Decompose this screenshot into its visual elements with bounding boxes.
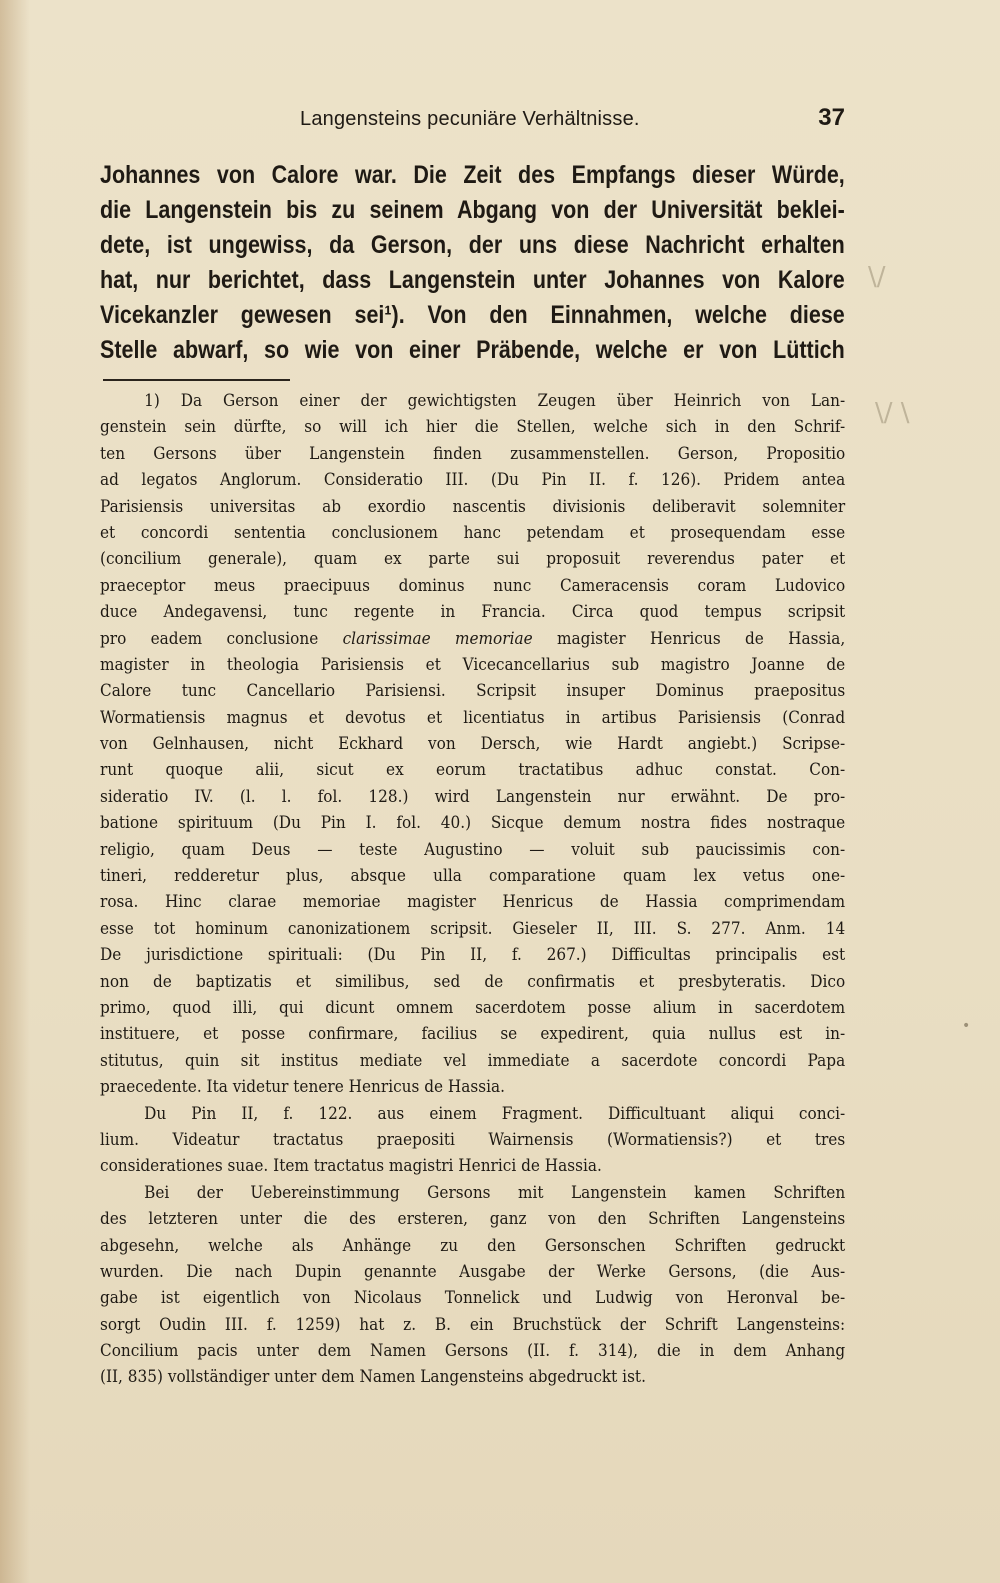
footnote-line: sorgt Oudin III. f. 1259) hat z. B. ein Bruchstück der Schrift Langensteins:: [100, 1314, 846, 1335]
footnote-line: primo, quod illi, qui dicunt omnem sacerdotem posse alium in sacerdotem: [100, 997, 846, 1018]
footnote-line: ten Gersons über Langenstein finden zusammenstellen. Gerson, Propositio: [100, 443, 846, 464]
body-line: Vicekanzler gewesen sei¹). Von den Einnahmen, welche diese: [100, 301, 845, 329]
body-line: Stelle abwarf, so wie von einer Präbende, welche er von Lüttich: [100, 336, 845, 364]
footnote-line: 1) Da Gerson einer der gewichtigsten Zeugen über Heinrich von Lan-: [144, 391, 846, 411]
footnote-line: wurden. Die nach Dupin genannte Ausgabe der Werke Gersons, (die Aus-: [100, 1261, 846, 1282]
body-line: Johannes von Calore war. Die Zeit des Empfangs dieser Würde,: [100, 161, 845, 189]
footnote-line: non de baptizatis et similibus, sed de confirmatis et presbyteratis. Dico: [100, 971, 846, 992]
footnote-line: stitutus, quin sit institus mediate vel immediate a sacerdote concordi Papa: [100, 1050, 846, 1071]
margin-dot-mark: •: [962, 1018, 971, 1034]
footnote-line: (II, 835) vollständiger unter dem Namen Langensteins abgedruckt ist.: [100, 1367, 646, 1388]
footnote-line: Du Pin II, f. 122. aus einem Fragment. Difficultuant aliqui conci-: [144, 1103, 846, 1124]
footnote-line: batione spirituum (Du Pin I. fol. 40.) Sicque demum nostra fides nostraque: [100, 813, 846, 834]
footnote-italic-phrase: clarissimae memoriae: [342, 628, 533, 649]
body-line: hat, nur berichtet, dass Langenstein unter Johannes von Kalore: [100, 266, 845, 294]
footnote-line: De jurisdictione spirituali: (Du Pin II, f. 267.) Difficultas principalis est: [100, 945, 846, 966]
running-head: Langensteins pecuniäre Verhältnisse.: [300, 108, 640, 130]
body-line: dete, ist ungewiss, da Gerson, der uns diese Nachricht erhalten: [100, 231, 845, 259]
footnote-line: duce Andegavensi, tunc regente in Francia. Circa quod tempus scripsit: [100, 602, 846, 623]
footnote-line: esse tot hominum canonizationem scripsit. Gieseler II, III. S. 277. Anm. 14: [100, 918, 846, 939]
footnote-line: tineri, redderetur plus, absque ulla comparatione quam lex vetus one-: [100, 866, 846, 887]
footnote-line: et concordi sententia conclusionem hanc petendam et prosequendam esse: [100, 522, 846, 543]
footnote-line: Bei der Uebereinstimmung Gersons mit Langenstein kamen Schriften: [144, 1182, 846, 1203]
footnote-line: runt quoque alii, sicut ex eorum tractatibus adhuc constat. Con-: [100, 760, 846, 781]
footnote-line: ad legatos Anglorum. Consideratio III. (Du Pin II. f. 126). Pridem antea: [100, 470, 846, 491]
footnote-text: magister Henricus de Hassia,: [556, 628, 846, 649]
footnote-text: pro eadem conclusione: [100, 628, 319, 649]
footnote-line: von Gelnhausen, nicht Eckhard von Dersch, wie Hardt angiebt.) Scripse-: [100, 734, 846, 755]
footnote-line: gabe ist eigentlich von Nicolaus Tonnelick und Ludwig von Heronval be-: [100, 1288, 846, 1309]
margin-pencil-mark: \/: [868, 262, 886, 292]
margin-pencil-mark: \/ \: [875, 398, 910, 428]
footnote-line: abgesehn, welche als Anhänge zu den Gersonschen Schriften gedruckt: [100, 1235, 846, 1256]
footnote-line: considerationes suae. Item tractatus magistri Henrici de Hassia.: [100, 1156, 602, 1177]
footnote-line: religio, quam Deus — teste Augustino — voluit sub paucissimis con-: [100, 839, 846, 860]
page-header: [100, 104, 845, 138]
footnote-line: des letzteren unter die des ersteren, ganz von den Schriften Langensteins: [100, 1209, 846, 1230]
footnote-line: Calore tunc Cancellario Parisiensi. Scripsit insuper Dominus praepositus: [100, 681, 846, 702]
footnote-line: (concilium generale), quam ex parte sui proposuit reverendus pater et: [100, 549, 846, 570]
footnote-line: Concilium pacis unter dem Namen Gersons (II. f. 314), die in dem Anhang: [100, 1341, 846, 1362]
footnote-line: genstein sein dürfte, so will ich hier die Stellen, welche sich in den Schrif-: [100, 417, 846, 438]
main-text: [100, 158, 845, 368]
footnote-line-italic: [100, 626, 845, 652]
footnote-line: rosa. Hinc clarae memoriae magister Henricus de Hassia comprimendam: [100, 892, 846, 913]
footnote-block: [100, 388, 845, 1391]
footnote-line: Wormatiensis magnus et devotus et licentiatus in artibus Parisiensis (Conrad: [100, 707, 846, 728]
footnote-line: praeceptor meus praecipuus dominus nunc Cameracensis coram Ludovico: [100, 575, 846, 596]
footnote-line: praecedente. Ita videtur tenere Henricus de Hassia.: [100, 1077, 505, 1098]
page-number: 37: [818, 104, 845, 131]
footnote-line: Parisiensis universitas ab exordio nascentis divisionis deliberavit solemniter: [100, 496, 846, 517]
footnote-line: magister in theologia Parisiensis et Vicecancellarius sub magistro Joanne de: [100, 654, 846, 675]
footnote-line: lium. Videatur tractatus praepositi Wairnensis (Wormatiensis?) et tres: [100, 1129, 846, 1150]
footnote-line: instituere, et posse confirmare, facilius se expedirent, quia nullus est in-: [100, 1024, 846, 1045]
footnote-divider: [103, 379, 290, 381]
footnote-line: sideratio IV. (l. l. fol. 128.) wird Langenstein nur erwähnt. De pro-: [100, 786, 846, 807]
body-line: die Langenstein bis zu seinem Abgang von der Universität beklei-: [100, 196, 845, 224]
